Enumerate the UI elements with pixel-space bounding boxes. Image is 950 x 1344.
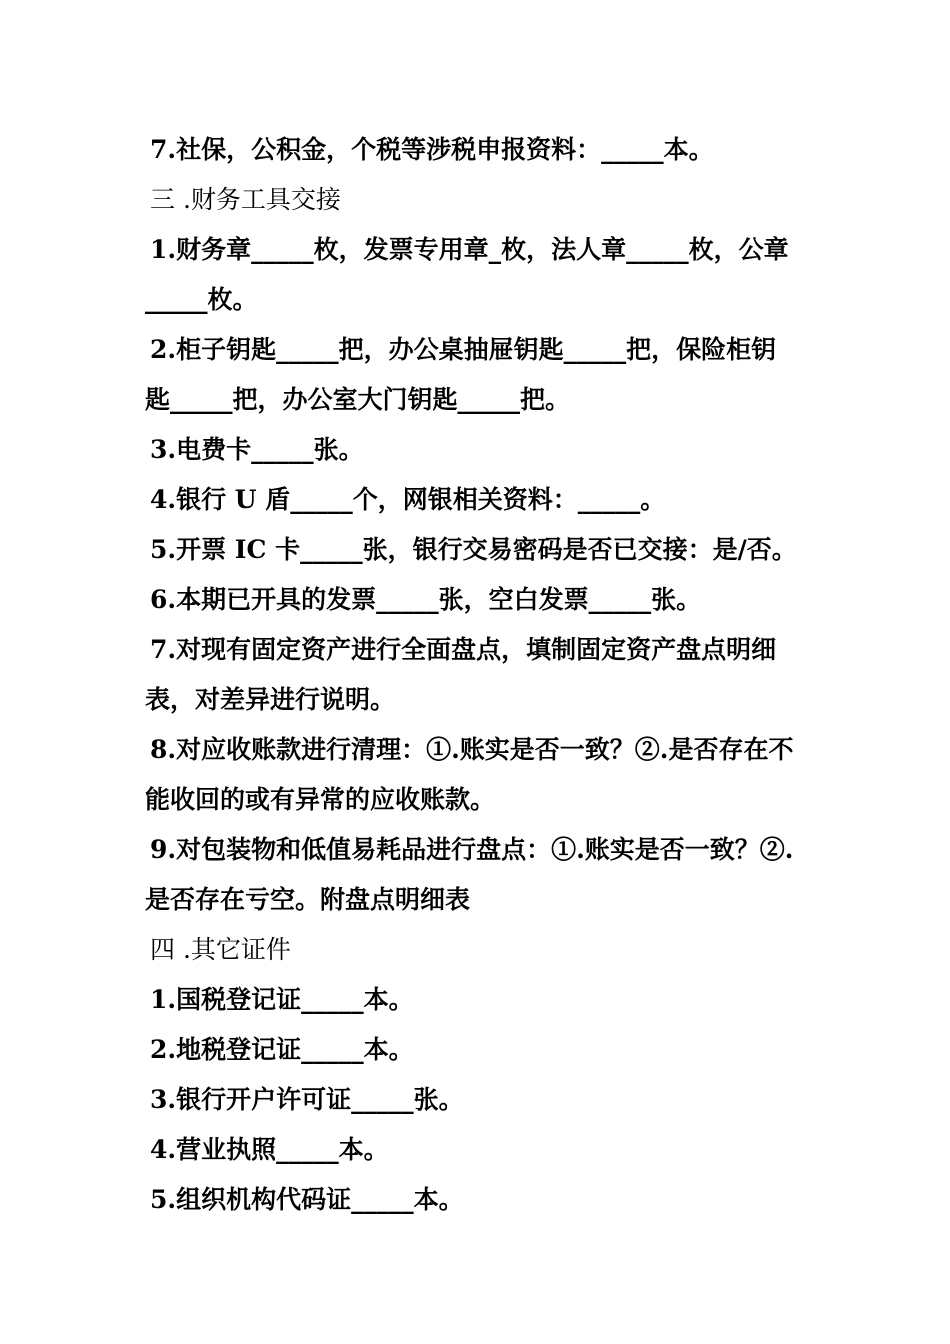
item-social-security-materials: 7.社保，公积金，个税等涉税申报资料：_____本。: [150, 135, 714, 164]
section-heading-other-certificates: 四 .其它证件: [150, 935, 291, 964]
item-invoice-ic-card: 5.开票 IC 卡_____张，银行交易密码是否已交接：是/否。: [150, 535, 797, 564]
item-packaging-inventory-continued: 是否存在亏空。附盘点明细表: [145, 885, 471, 914]
item-seals-continued: _____枚。: [145, 285, 258, 314]
item-packaging-inventory: 9.对包装物和低值易耗品进行盘点：①.账实是否一致？②.: [150, 835, 794, 864]
item-fixed-assets: 7.对现有固定资产进行全面盘点，填制固定资产盘点明细: [150, 635, 777, 664]
item-national-tax-certificate: 1.国税登记证_____本。: [150, 985, 414, 1014]
item-fixed-assets-continued: 表，对差异进行说明。: [145, 685, 396, 714]
item-keys: 2.柜子钥匙_____把，办公桌抽屉钥匙_____把，保险柜钥: [150, 335, 777, 364]
item-seals: 1.财务章_____枚，发票专用章_枚，法人章_____枚，公章: [150, 235, 789, 264]
item-keys-continued: 匙_____把，办公室大门钥匙_____把。: [145, 385, 571, 414]
item-bank-ukey: 4.银行 U 盾_____个，网银相关资料：_____。: [150, 485, 666, 514]
item-receivables-continued: 能收回的或有异常的应收账款。: [145, 785, 496, 814]
item-bank-account-permit: 3.银行开户许可证_____张。: [150, 1085, 464, 1114]
item-invoices: 6.本期已开具的发票_____张，空白发票_____张。: [150, 585, 702, 614]
item-organization-code-certificate: 5.组织机构代码证_____本。: [150, 1185, 464, 1214]
item-business-license: 4.营业执照_____本。: [150, 1135, 389, 1164]
item-receivables: 8.对应收账款进行清理：①.账实是否一致？②.是否存在不: [150, 735, 794, 764]
item-local-tax-certificate: 2.地税登记证_____本。: [150, 1035, 414, 1064]
item-electricity-card: 3.电费卡_____张。: [150, 435, 364, 464]
section-heading-financial-tools: 三 .财务工具交接: [150, 185, 341, 214]
